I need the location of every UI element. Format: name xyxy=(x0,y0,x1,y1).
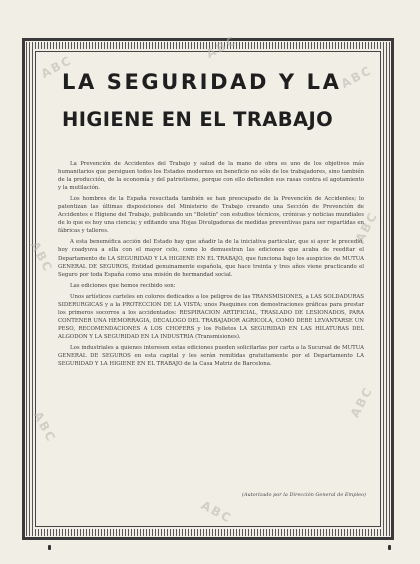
paragraph-1: La Prevención de Accidentes del Trabajo y salud de la mano de obra es uno de los objetivos más humanitarios que persiguen todos los Estados modernos en beneficio no sólo de los trabajadores, sino también de la producción, de la economía y del patriotismo, porque con ello defienden sus rasas contra el agotamiento y la mutilación. xyxy=(58,161,364,192)
headline-line-1: LA SEGURIDAD Y LA xyxy=(62,70,342,94)
paragraph-2: Los hombres de la España resucitada también se han preocupado de la Prevención de Accidentes; lo patentizan las últimas disposiciones del Ministerio de Trabajo creando una Sección de Prevención de Accidentes e Higiene del Trabajo, publicando un "Boletín" con estudios técnicos, crónicas y noticias mundiales de lo que es hoy una ciencia; y editando una Hojas Divulgadoras de medidas preventivas para ser repartidas en fábricas y talleres. xyxy=(58,196,364,235)
article-body xyxy=(58,160,364,371)
watermark-text: ABC xyxy=(27,239,56,275)
watermark-text: ABC xyxy=(198,498,235,526)
page-mark xyxy=(48,545,51,550)
watermark-text: ABC xyxy=(352,209,381,245)
attribution-note: (Autorizado por la Dirección General de Empleo) xyxy=(241,492,366,498)
watermark-text: ABC xyxy=(30,409,59,445)
watermark-text: ABC xyxy=(338,63,375,91)
watermark-text: ABC xyxy=(203,33,240,61)
paragraph-4: Las ediciones que hemos recibido son: xyxy=(70,282,176,289)
paragraph-5: Unos artísticos carteles en colores dedicados a los peligros de las TRANSMISIONES, a LAS SOLDADURAS SIDERURGICAS y a la PROTECCION DE LA VISTA; unos Pasquines con demostraciones gráficas para prestar los primeros socorros a los accidentados: RESPIRACION ARTIFICIAL, TRASLADO DE LESIONADOS, PARA CONTENER UNA HEMORRAGIA, DECALOGO DEL TRABAJADOR AGRICOLA, COMO DEBE LEVANTARSE UN PESO, RECOMENDACIONES A LOS CHOFERS y los Folletos LA SEGURIDAD EN LAS HILATURAS DEL ALGODON Y LA SEGURIDAD EN LA INDUSTRIA (Transmisiones). xyxy=(58,293,364,340)
page-mark xyxy=(388,545,391,550)
paragraph-6: Los industriales a quienes interesen estas ediciones pueden solicitarlas por carta a la Sucursal de MUTUA GENERAL DE SEGUROS en esta capital y les serán remitidas gratuitamente por el Departamento LA SEGURIDAD Y LA HIGIENE EN EL TRABAJO de la Casa Matriz de Barcelona. xyxy=(58,344,364,368)
paragraph-3: A esta beneméfica acción del Estado hay que añadir la de la iniciativa particular, que si ayer le precedió, hoy coadyuva a ella con el mayor celo, como lo demuestran las ediciones que acaba de reeditar el Departamento de LA SEGURIDAD Y LA HIGIENE EN EL TRABAJO, que funciona bajo los auspicios de MUTUA GENERAL DE SEGUROS, Entidad genuinamente española, que hace treinta y tres años viene practicando el Seguro por toda España como una misión de hermandad social. xyxy=(58,239,364,278)
watermark-text: ABC xyxy=(347,384,376,420)
headline-line-2: HIGIENE EN EL TRABAJO xyxy=(62,108,334,131)
watermark-text: ABC xyxy=(38,53,75,81)
